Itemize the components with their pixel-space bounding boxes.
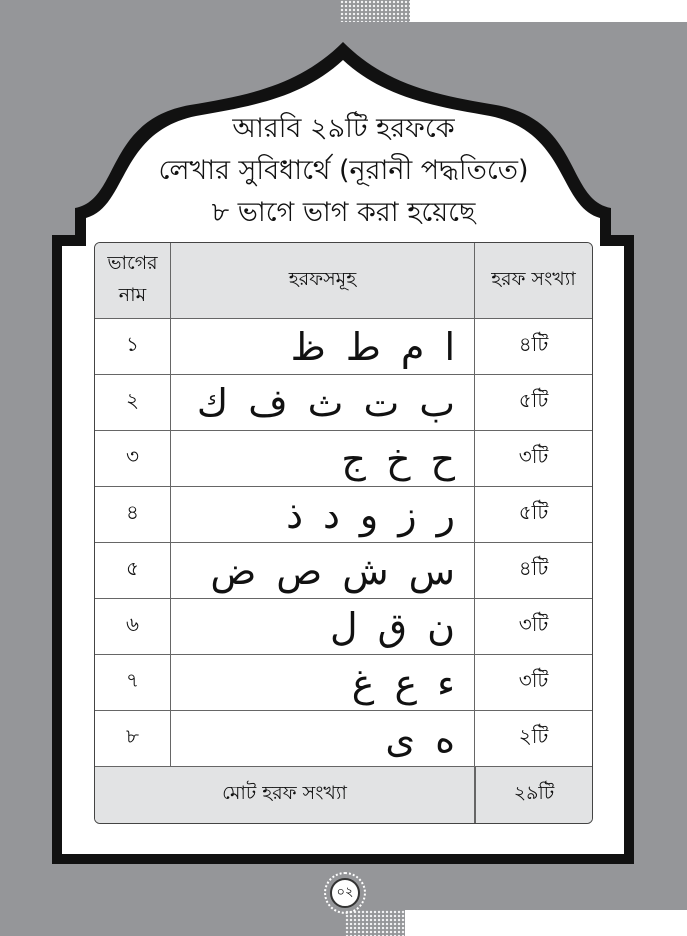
- arabic-letter: ب: [419, 380, 455, 425]
- arabic-letter: ى: [385, 716, 416, 761]
- arabic-letter: ك: [196, 380, 229, 425]
- table-row: [95, 655, 592, 711]
- table-row: [95, 543, 592, 599]
- arabic-letter: ج: [341, 436, 366, 481]
- letters-cell: [171, 711, 475, 767]
- table-row: [95, 487, 592, 543]
- arabic-letter: ن: [427, 604, 455, 649]
- letter-count: ৩টি: [475, 655, 592, 711]
- arabic-letter: د: [323, 492, 340, 537]
- letters-cell: [171, 319, 475, 375]
- table-row: [95, 375, 592, 431]
- letters-cell: [171, 431, 475, 487]
- arabic-letter: س: [408, 548, 455, 593]
- letters-cell: [171, 487, 475, 543]
- arabic-letter: ق: [377, 604, 408, 649]
- arabic-letter: ذ: [286, 492, 303, 537]
- group-number: ৩: [95, 431, 171, 487]
- letter-count: ৩টি: [475, 599, 592, 655]
- letters-cell: [171, 599, 475, 655]
- letter-count: ৪টি: [475, 543, 592, 599]
- arabic-letter: ص: [276, 548, 323, 593]
- arabic-letter: ع: [394, 660, 418, 705]
- arabic-letter: ظ: [290, 324, 326, 369]
- group-number: ১: [95, 319, 171, 375]
- header-letters: হরফসমূহ: [171, 243, 475, 319]
- table-header-row: [95, 243, 592, 319]
- dot-pattern-bottom: [345, 910, 405, 936]
- arabic-letter: ط: [345, 324, 381, 369]
- letters-cell: [171, 543, 475, 599]
- letter-count: ৪টি: [475, 319, 592, 375]
- title-line-2: লেখার সুবিধার্থে (নূরানী পদ্ধতিতে): [158, 155, 529, 186]
- arabic-letter: م: [400, 324, 425, 369]
- letters-cell: [171, 375, 475, 431]
- group-number: ৬: [95, 599, 171, 655]
- arabic-letter: ت: [363, 380, 400, 425]
- letters-cell: [171, 655, 475, 711]
- header-letter-count: হরফ সংখ্যা: [475, 243, 592, 319]
- total-row: [95, 767, 592, 823]
- table-row: [95, 319, 592, 375]
- arabic-letter: و: [359, 492, 379, 537]
- bottom-white-bar: [405, 910, 687, 936]
- group-number: ২: [95, 375, 171, 431]
- page-title: [100, 108, 587, 234]
- letter-count: ৩টি: [475, 431, 592, 487]
- arabic-letter: خ: [385, 436, 411, 481]
- arabic-letter: ز: [398, 492, 417, 537]
- table-row: [95, 431, 592, 487]
- arabic-letter: ر: [436, 492, 455, 537]
- group-number: ৭: [95, 655, 171, 711]
- letter-count: ৫টি: [475, 487, 592, 543]
- letters-table: [94, 242, 593, 824]
- group-number: ৪: [95, 487, 171, 543]
- arabic-letter: ه: [435, 716, 455, 761]
- title-line-3: ৮ ভাগে ভাগ করা হয়েছে: [211, 197, 476, 228]
- total-count: ২৯টি: [475, 767, 592, 823]
- arabic-letter: ض: [210, 548, 257, 593]
- arabic-letter: ل: [330, 604, 358, 649]
- arabic-letter: ش: [342, 548, 389, 593]
- group-number: ৮: [95, 711, 171, 767]
- title-line-1: আরবি ২৯টি হরফকে: [232, 113, 455, 144]
- header-group-name: ভাগের নাম: [95, 243, 171, 319]
- table-row: [95, 599, 592, 655]
- arabic-letter: ء: [437, 660, 455, 705]
- total-label: মোট হরফ সংখ্যা: [95, 767, 475, 823]
- arabic-letter: ث: [307, 380, 344, 425]
- arabic-letter: ف: [248, 380, 288, 425]
- arabic-letter: ح: [430, 436, 455, 481]
- arabic-letter: ا: [444, 324, 455, 369]
- arabic-letter: غ: [351, 660, 375, 705]
- group-number: ৫: [95, 543, 171, 599]
- letter-count: ২টি: [475, 711, 592, 767]
- table-row: [95, 711, 592, 767]
- letter-count: ৫টি: [475, 375, 592, 431]
- page-number: ০২: [330, 878, 360, 908]
